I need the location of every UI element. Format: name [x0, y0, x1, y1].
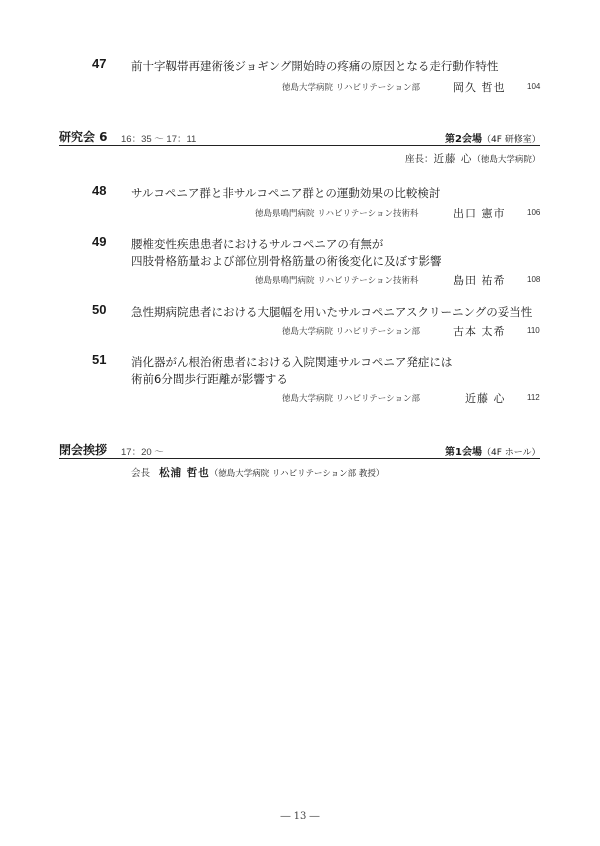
presentation-number: 50 [92, 302, 107, 317]
presentation-affiliation: 徳島大学病院 リハビリテーション部 [282, 327, 420, 337]
closing-affiliation: （徳島大学病院 リハビリテーション部 教授） [209, 469, 385, 479]
session-chair [405, 151, 540, 166]
presentation-title-line-1: 腰椎変性疾患患者におけるサルコペニアの有無が [131, 237, 384, 251]
presentation-page: 112 [527, 393, 540, 402]
closing-name: 松浦 哲也 [159, 467, 210, 479]
closing-speaker [131, 465, 384, 480]
closing-room-name: 第1会場 [445, 447, 482, 458]
section-divider [59, 458, 540, 459]
closing-time: 17：20 ～ [121, 447, 164, 458]
presentation-affiliation: 徳島県鳴門病院 リハビリテーション技術科 [255, 209, 419, 219]
session-room [445, 130, 541, 145]
presentation-title-line-2: 術前6分間歩行距離が影響する [131, 372, 288, 386]
presentation-author: 島田 祐希 [453, 274, 506, 287]
session-time: 16：35 ～ 17：11 [121, 134, 197, 145]
closing-room-detail: （4F ホール） [481, 448, 541, 458]
presentation-page: 104 [527, 82, 541, 91]
presentation-title: 急性期病院患者における大腿幅を用いたサルコペニアスクリーニングの妥当性 [131, 305, 533, 319]
presentation-affiliation: 徳島県鳴門病院 リハビリテーション技術科 [255, 276, 419, 286]
presentation-author: 近藤 心 [465, 392, 506, 405]
presentation-author: 岡久 哲也 [453, 81, 506, 94]
chair-label: 座長： [405, 154, 434, 165]
session-title: 研究会 6 [59, 130, 108, 144]
presentation-page: 110 [527, 326, 540, 335]
presentation-affiliation: 徳島大学病院 リハビリテーション部 [282, 394, 420, 404]
presentation-title-line-2: 四肢骨格筋量および部位別骨格筋量の術後変化に及ぼす影響 [131, 254, 442, 268]
presentation-number: 49 [92, 234, 107, 249]
presentation-affiliation: 徳島大学病院 リハビリテーション部 [282, 83, 420, 93]
session-room-detail: （4F 研修室） [481, 135, 541, 145]
chair-name: 近藤 心 [433, 153, 473, 165]
presentation-number: 48 [92, 183, 107, 198]
presentation-title: サルコペニア群と非サルコペニア群との運動効果の比較検討 [131, 186, 441, 200]
presentation-title-line-1: 消化器がん根治術患者における入院関連サルコペニア発症には [131, 355, 453, 369]
page-number: ― 13 ― [280, 811, 320, 822]
section-divider [59, 145, 540, 146]
closing-role: 会長 [131, 468, 151, 479]
presentation-page: 108 [527, 275, 541, 284]
presentation-number: 51 [92, 352, 107, 367]
session-room-name: 第2会場 [445, 134, 482, 145]
presentation-page: 106 [527, 208, 541, 217]
chair-affiliation: （徳島大学病院） [472, 155, 541, 165]
presentation-author: 古本 太希 [453, 325, 506, 338]
presentation-author: 出口 憲市 [453, 207, 506, 220]
closing-room [445, 443, 541, 458]
closing-title: 閉会挨拶 [59, 443, 108, 457]
presentation-number: 47 [92, 56, 107, 71]
presentation-title: 前十字靱帯再建術後ジョギング開始時の疼痛の原因となる走行動作特性 [131, 59, 499, 73]
